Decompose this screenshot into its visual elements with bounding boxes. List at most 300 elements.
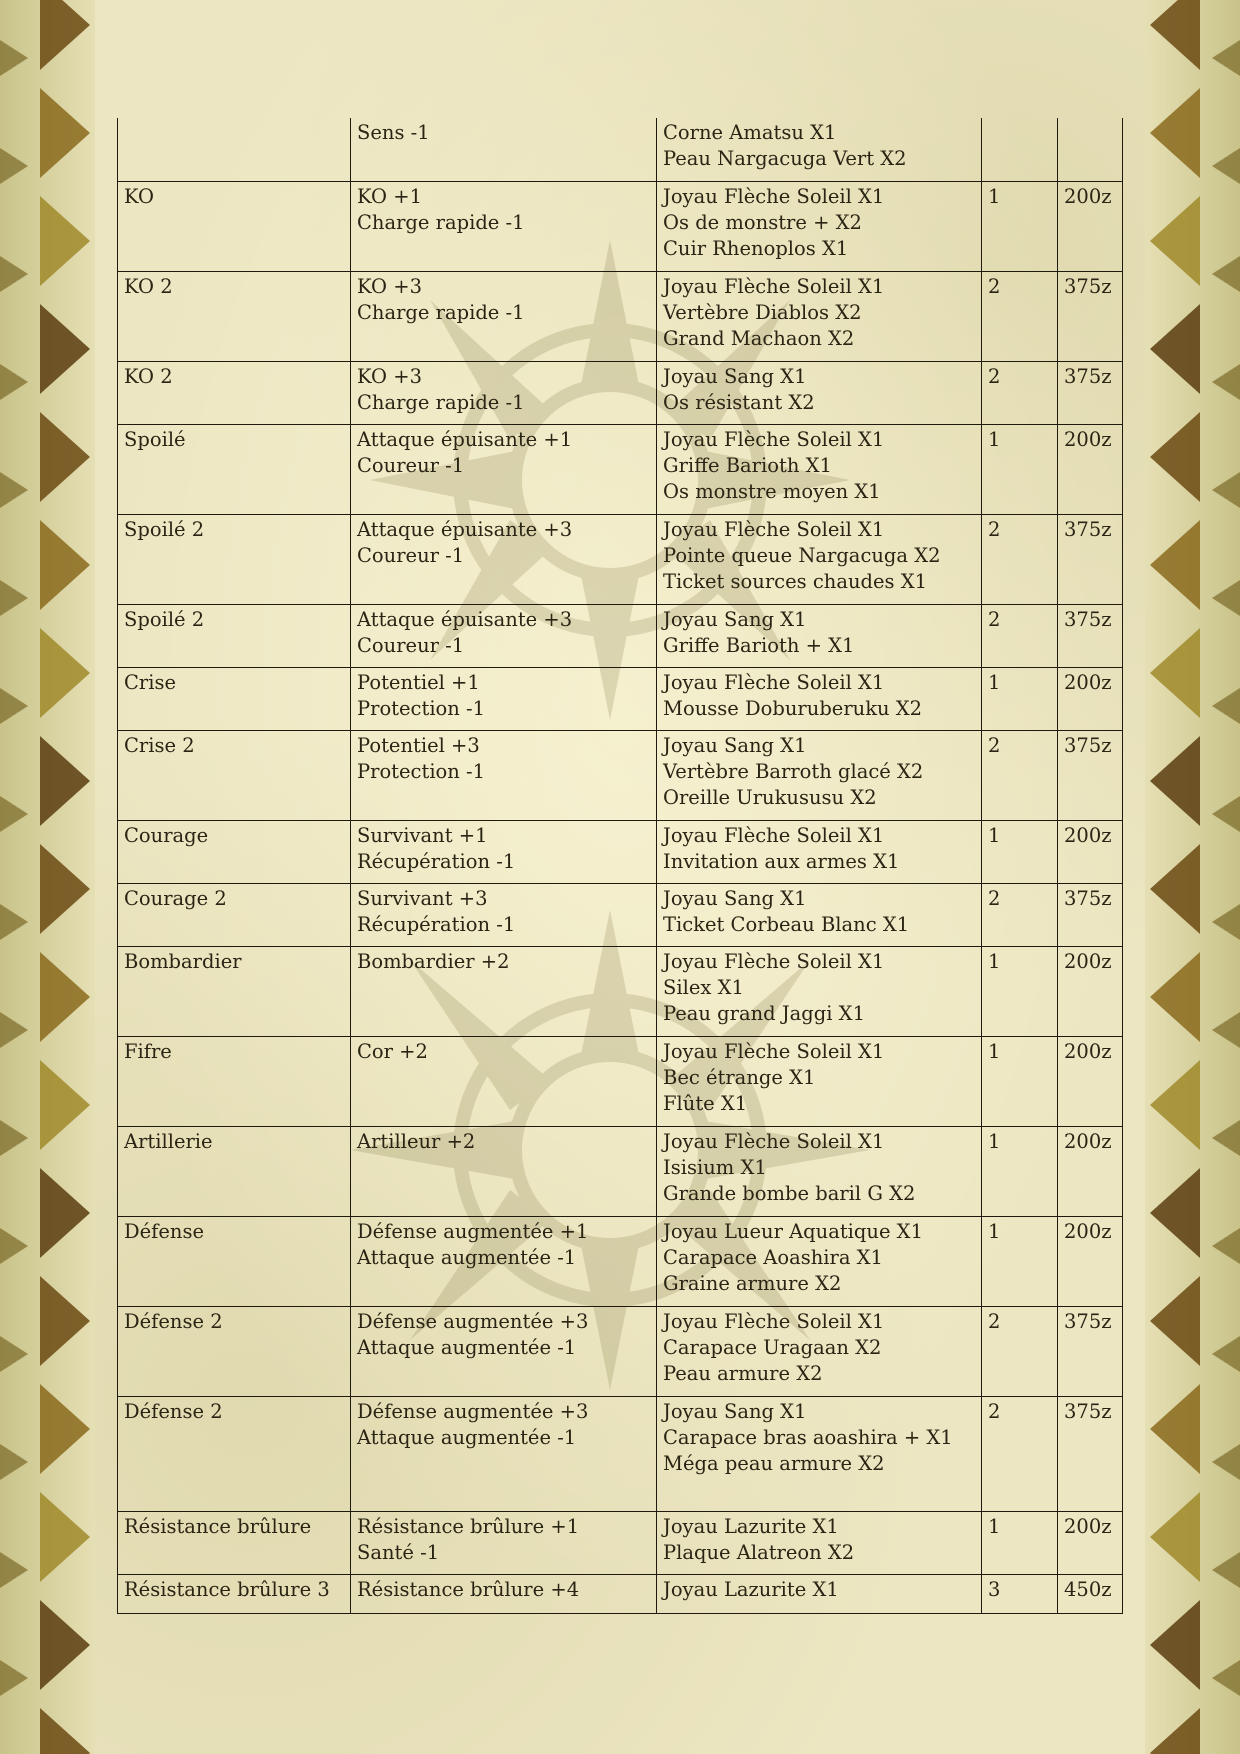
border-triangle-small: [1212, 796, 1240, 832]
effect-line: Défense augmentée +1: [357, 1219, 589, 1243]
table-row: [118, 1126, 1123, 1216]
cell-slots: [982, 514, 1058, 604]
border-triangle: [40, 628, 90, 718]
table-row: [118, 424, 1123, 514]
skill-name: Spoilé 2: [124, 517, 205, 541]
material-line: Joyau Flèche Soleil X1: [663, 823, 885, 847]
cell-materials: [657, 514, 982, 604]
cell-slots: [982, 604, 1058, 667]
border-triangle-small: [1212, 1012, 1240, 1048]
material-line: Joyau Flèche Soleil X1: [663, 949, 885, 973]
price-value: 200z: [1064, 427, 1112, 451]
cell-price: [1058, 883, 1123, 946]
material-line: Griffe Barioth + X1: [663, 633, 855, 657]
border-triangle-small: [1212, 1660, 1240, 1696]
table-row: [118, 1511, 1123, 1574]
cell-slots: [982, 1036, 1058, 1126]
material-line: Peau armure X2: [663, 1361, 823, 1385]
cell-effects: [351, 604, 657, 667]
price-value: 200z: [1064, 1219, 1112, 1243]
border-triangle: [1150, 88, 1200, 178]
cell-materials: [657, 604, 982, 667]
slot-count: 2: [988, 364, 1001, 388]
skill-name: Défense: [124, 1219, 205, 1243]
cell-price: [1058, 820, 1123, 883]
price-value: 200z: [1064, 670, 1112, 694]
gem-recipe-sheet: [117, 118, 1122, 1614]
cell-slots: [982, 424, 1058, 514]
effect-line: Coureur -1: [357, 453, 465, 477]
slot-count: 2: [988, 274, 1001, 298]
border-triangle: [1150, 736, 1200, 826]
border-triangle-small: [1212, 364, 1240, 400]
price-value: 375z: [1064, 607, 1112, 631]
cell-price: [1058, 181, 1123, 271]
cell-materials: [657, 181, 982, 271]
price-value: 200z: [1064, 1514, 1112, 1538]
border-triangle: [1150, 1060, 1200, 1150]
cell-slots: [982, 1396, 1058, 1511]
cell-price: [1058, 361, 1123, 424]
border-triangle-small: [1212, 1552, 1240, 1588]
border-triangle-small: [1212, 904, 1240, 940]
cell-effects: [351, 1396, 657, 1511]
border-triangle-small: [0, 472, 28, 508]
material-line: Bec étrange X1: [663, 1065, 816, 1089]
cell-slots: [982, 820, 1058, 883]
material-line: Joyau Flèche Soleil X1: [663, 517, 885, 541]
cell-skill-name: [118, 1216, 351, 1306]
material-line: Griffe Barioth X1: [663, 453, 832, 477]
material-line: Corne Amatsu X1: [663, 121, 837, 144]
table-row: [118, 1036, 1123, 1126]
triangle-pattern-right: [1145, 0, 1240, 1754]
cell-slots: [982, 1574, 1058, 1613]
slot-count: 2: [988, 607, 1001, 631]
skill-name: KO: [124, 184, 155, 208]
border-triangle-small: [0, 1336, 28, 1372]
cell-slots: [982, 1126, 1058, 1216]
cell-price: [1058, 514, 1123, 604]
table-row: [118, 118, 1123, 181]
border-triangle-small: [1212, 688, 1240, 724]
cell-price: [1058, 604, 1123, 667]
cell-skill-name: [118, 883, 351, 946]
skill-name: Résistance brûlure: [124, 1514, 312, 1538]
table-row: [118, 667, 1123, 730]
cell-slots: [982, 883, 1058, 946]
material-line: Invitation aux armes X1: [663, 849, 900, 873]
cell-effects: [351, 1511, 657, 1574]
border-triangle: [1150, 844, 1200, 934]
effect-line: Défense augmentée +3: [357, 1309, 589, 1333]
skill-name: Courage 2: [124, 886, 227, 910]
cell-slots: [982, 1216, 1058, 1306]
cell-skill-name: [118, 424, 351, 514]
border-triangle-small: [1212, 40, 1240, 76]
skill-name: Résistance brûlure 3: [124, 1577, 330, 1601]
material-line: Joyau Lazurite X1: [663, 1577, 839, 1601]
cell-skill-name: [118, 118, 351, 181]
cell-price: [1058, 1216, 1123, 1306]
material-line: Peau Nargacuga Vert X2: [663, 147, 907, 170]
price-value: 450z: [1064, 1577, 1112, 1601]
skill-name: KO 2: [124, 274, 173, 298]
material-line: Vertèbre Barroth glacé X2: [663, 759, 924, 783]
slot-count: 1: [988, 184, 1001, 208]
cell-effects: [351, 1036, 657, 1126]
effect-line: KO +3: [357, 274, 422, 298]
border-triangle-small: [1212, 1228, 1240, 1264]
material-line: Grand Machaon X2: [663, 326, 855, 350]
cell-skill-name: [118, 361, 351, 424]
border-triangle-small: [0, 1120, 28, 1156]
cell-price: [1058, 1396, 1123, 1511]
material-line: Silex X1: [663, 975, 744, 999]
border-triangle-small: [0, 1012, 28, 1048]
cell-skill-name: [118, 1396, 351, 1511]
effect-line: Résistance brûlure +4: [357, 1577, 580, 1601]
table-row: [118, 361, 1123, 424]
cell-effects: [351, 946, 657, 1036]
cell-effects: [351, 1574, 657, 1613]
effect-line: Récupération -1: [357, 912, 516, 936]
skill-name: Défense 2: [124, 1399, 223, 1423]
effect-line: Attaque augmentée -1: [357, 1425, 577, 1449]
border-triangle: [40, 520, 90, 610]
effect-line: Attaque épuisante +3: [357, 517, 573, 541]
material-line: Joyau Sang X1: [663, 1399, 807, 1423]
table-row: [118, 1396, 1123, 1511]
cell-slots: [982, 271, 1058, 361]
cell-materials: [657, 1574, 982, 1613]
border-triangle: [40, 1708, 90, 1754]
material-line: Vertèbre Diablos X2: [663, 300, 862, 324]
table-row: [118, 1216, 1123, 1306]
material-line: Cuir Rhenoplos X1: [663, 236, 849, 260]
slot-count: 2: [988, 886, 1001, 910]
cell-materials: [657, 730, 982, 820]
cell-skill-name: [118, 667, 351, 730]
cell-effects: [351, 883, 657, 946]
cell-skill-name: [118, 1511, 351, 1574]
slot-count: 1: [988, 427, 1001, 451]
cell-skill-name: [118, 946, 351, 1036]
cell-price: [1058, 1511, 1123, 1574]
effect-line: Survivant +3: [357, 886, 488, 910]
cell-effects: [351, 424, 657, 514]
cell-materials: [657, 1126, 982, 1216]
border-triangle-small: [0, 1660, 28, 1696]
effect-line: Protection -1: [357, 759, 486, 783]
cell-skill-name: [118, 271, 351, 361]
cell-materials: [657, 1306, 982, 1396]
material-line: Carapace Aoashira X1: [663, 1245, 883, 1269]
price-value: 375z: [1064, 733, 1112, 757]
material-line: Os monstre moyen X1: [663, 479, 881, 503]
cell-effects: [351, 820, 657, 883]
material-line: Oreille Urukususu X2: [663, 785, 877, 809]
slot-count: 2: [988, 1399, 1001, 1423]
effect-line: Attaque épuisante +3: [357, 607, 573, 631]
skill-name: Fifre: [124, 1039, 172, 1063]
border-triangle: [1150, 952, 1200, 1042]
cell-effects: [351, 118, 657, 181]
slot-count: 2: [988, 733, 1001, 757]
material-line: Peau grand Jaggi X1: [663, 1001, 865, 1025]
slot-count: 1: [988, 949, 1001, 973]
table-row: [118, 946, 1123, 1036]
effect-line: Attaque épuisante +1: [357, 427, 573, 451]
border-triangle: [40, 952, 90, 1042]
border-triangle-small: [0, 1552, 28, 1588]
cell-skill-name: [118, 820, 351, 883]
border-triangle: [40, 1600, 90, 1690]
effect-line: Coureur -1: [357, 543, 465, 567]
slot-count: 2: [988, 1309, 1001, 1333]
decoration-table: [117, 118, 1123, 1614]
cell-price: [1058, 1036, 1123, 1126]
border-triangle: [1150, 520, 1200, 610]
cell-skill-name: [118, 730, 351, 820]
effect-line: Défense augmentée +3: [357, 1399, 589, 1423]
cell-price: [1058, 1126, 1123, 1216]
material-line: Joyau Sang X1: [663, 607, 807, 631]
effect-line: Santé -1: [357, 1540, 440, 1564]
border-triangle-small: [0, 364, 28, 400]
triangle-pattern-left: [0, 0, 95, 1754]
material-line: Flûte X1: [663, 1091, 748, 1115]
cell-materials: [657, 1216, 982, 1306]
border-triangle-small: [1212, 1444, 1240, 1480]
border-triangle: [40, 1384, 90, 1474]
cell-price: [1058, 271, 1123, 361]
cell-materials: [657, 118, 982, 181]
cell-slots: [982, 667, 1058, 730]
effect-line: Attaque augmentée -1: [357, 1335, 577, 1359]
cell-price: [1058, 424, 1123, 514]
border-triangle: [1150, 1600, 1200, 1690]
material-line: Joyau Flèche Soleil X1: [663, 1309, 885, 1333]
material-line: Joyau Sang X1: [663, 733, 807, 757]
cell-slots: [982, 730, 1058, 820]
cell-materials: [657, 1036, 982, 1126]
table-row: [118, 1306, 1123, 1396]
cell-effects: [351, 181, 657, 271]
effect-line: KO +3: [357, 364, 422, 388]
skill-name: Spoilé 2: [124, 607, 205, 631]
material-line: Mousse Doburuberuku X2: [663, 696, 923, 720]
border-triangle-small: [0, 1444, 28, 1480]
effect-line: Résistance brûlure +1: [357, 1514, 580, 1538]
material-line: Joyau Lueur Aquatique X1: [663, 1219, 923, 1243]
border-triangle: [40, 736, 90, 826]
effect-line: Sens -1: [357, 121, 430, 144]
effect-line: Cor +2: [357, 1039, 428, 1063]
cell-slots: [982, 118, 1058, 181]
effect-line: Charge rapide -1: [357, 300, 525, 324]
price-value: 200z: [1064, 1129, 1112, 1153]
cell-price: [1058, 1574, 1123, 1613]
cell-skill-name: [118, 1036, 351, 1126]
cell-effects: [351, 667, 657, 730]
cell-slots: [982, 1511, 1058, 1574]
slot-count: 1: [988, 1514, 1001, 1538]
border-triangle-small: [0, 1228, 28, 1264]
material-line: Pointe queue Nargacuga X2: [663, 543, 941, 567]
material-line: Os de monstre + X2: [663, 210, 862, 234]
slot-count: 3: [988, 1577, 1001, 1601]
price-value: 200z: [1064, 184, 1112, 208]
border-triangle-small: [0, 148, 28, 184]
cell-materials: [657, 361, 982, 424]
material-line: Joyau Flèche Soleil X1: [663, 1039, 885, 1063]
border-triangle: [1150, 1708, 1200, 1754]
material-line: Ticket Corbeau Blanc X1: [663, 912, 910, 936]
material-line: Joyau Sang X1: [663, 364, 807, 388]
effect-line: Potentiel +1: [357, 670, 480, 694]
effect-line: Récupération -1: [357, 849, 516, 873]
cell-materials: [657, 424, 982, 514]
border-triangle-small: [1212, 256, 1240, 292]
cell-effects: [351, 514, 657, 604]
left-decorative-border: [0, 0, 95, 1754]
border-triangle-small: [0, 580, 28, 616]
border-triangle-small: [1212, 1120, 1240, 1156]
cell-effects: [351, 1126, 657, 1216]
table-row: [118, 820, 1123, 883]
cell-skill-name: [118, 604, 351, 667]
border-triangle-small: [1212, 580, 1240, 616]
material-line: Joyau Flèche Soleil X1: [663, 427, 885, 451]
cell-effects: [351, 1216, 657, 1306]
border-triangle-small: [0, 796, 28, 832]
material-line: Joyau Flèche Soleil X1: [663, 1129, 885, 1153]
cell-price: [1058, 730, 1123, 820]
border-triangle-small: [0, 256, 28, 292]
material-line: Joyau Flèche Soleil X1: [663, 274, 885, 298]
effect-line: KO +1: [357, 184, 422, 208]
cell-effects: [351, 271, 657, 361]
cell-skill-name: [118, 1126, 351, 1216]
cell-materials: [657, 271, 982, 361]
material-line: Graine armure X2: [663, 1271, 842, 1295]
cell-materials: [657, 946, 982, 1036]
skill-name: Défense 2: [124, 1309, 223, 1333]
cell-price: [1058, 1306, 1123, 1396]
cell-skill-name: [118, 514, 351, 604]
skill-name: Crise: [124, 670, 177, 694]
skill-name: Spoilé: [124, 427, 186, 451]
effect-line: Survivant +1: [357, 823, 488, 847]
border-triangle-small: [0, 688, 28, 724]
cell-price: [1058, 118, 1123, 181]
border-triangle: [40, 844, 90, 934]
border-triangle: [1150, 304, 1200, 394]
price-value: 375z: [1064, 364, 1112, 388]
cell-materials: [657, 820, 982, 883]
slot-count: 1: [988, 823, 1001, 847]
cell-slots: [982, 361, 1058, 424]
table-row: [118, 1574, 1123, 1613]
slot-count: 2: [988, 517, 1001, 541]
cell-slots: [982, 1306, 1058, 1396]
cell-skill-name: [118, 181, 351, 271]
cell-slots: [982, 181, 1058, 271]
effect-line: Protection -1: [357, 696, 486, 720]
price-value: 375z: [1064, 886, 1112, 910]
material-line: Joyau Lazurite X1: [663, 1514, 839, 1538]
border-triangle-small: [0, 904, 28, 940]
border-triangle: [40, 412, 90, 502]
border-triangle: [1150, 0, 1200, 70]
price-value: 200z: [1064, 823, 1112, 847]
skill-name: Crise 2: [124, 733, 195, 757]
border-triangle: [40, 0, 90, 70]
right-decorative-border: [1145, 0, 1240, 1754]
skill-name: Courage: [124, 823, 209, 847]
border-triangle: [40, 304, 90, 394]
border-triangle: [1150, 412, 1200, 502]
cell-price: [1058, 667, 1123, 730]
slot-count: 1: [988, 670, 1001, 694]
material-line: Carapace bras aoashira + X1: [663, 1425, 953, 1449]
effect-line: Attaque augmentée -1: [357, 1245, 577, 1269]
border-triangle: [1150, 1492, 1200, 1582]
material-line: Ticket sources chaudes X1: [663, 569, 928, 593]
cell-skill-name: [118, 1306, 351, 1396]
cell-effects: [351, 361, 657, 424]
cell-slots: [982, 946, 1058, 1036]
border-triangle: [1150, 1168, 1200, 1258]
price-value: 375z: [1064, 1309, 1112, 1333]
border-triangle: [40, 1276, 90, 1366]
border-triangle: [40, 1492, 90, 1582]
effect-line: Coureur -1: [357, 633, 465, 657]
price-value: 375z: [1064, 1399, 1112, 1423]
table-row: [118, 271, 1123, 361]
material-line: Joyau Flèche Soleil X1: [663, 184, 885, 208]
border-triangle: [40, 1168, 90, 1258]
effect-line: Artilleur +2: [357, 1129, 476, 1153]
price-value: 200z: [1064, 1039, 1112, 1063]
table-row: [118, 514, 1123, 604]
material-line: Isisium X1: [663, 1155, 767, 1179]
material-line: Carapace Uragaan X2: [663, 1335, 882, 1359]
material-line: Os résistant X2: [663, 390, 815, 414]
border-triangle: [1150, 1276, 1200, 1366]
effect-line: Potentiel +3: [357, 733, 480, 757]
border-triangle: [40, 88, 90, 178]
border-triangle: [1150, 1384, 1200, 1474]
border-triangle: [40, 1060, 90, 1150]
table-row: [118, 883, 1123, 946]
cell-materials: [657, 667, 982, 730]
skill-name: Artillerie: [124, 1129, 213, 1153]
slot-count: 1: [988, 1039, 1001, 1063]
border-triangle: [1150, 196, 1200, 286]
material-line: Joyau Sang X1: [663, 886, 807, 910]
price-value: 375z: [1064, 274, 1112, 298]
border-triangle: [1150, 628, 1200, 718]
cell-effects: [351, 1306, 657, 1396]
border-triangle: [40, 196, 90, 286]
effect-line: Charge rapide -1: [357, 390, 525, 414]
slot-count: 1: [988, 1129, 1001, 1153]
cell-skill-name: [118, 1574, 351, 1613]
material-line: Joyau Flèche Soleil X1: [663, 670, 885, 694]
cell-materials: [657, 1511, 982, 1574]
